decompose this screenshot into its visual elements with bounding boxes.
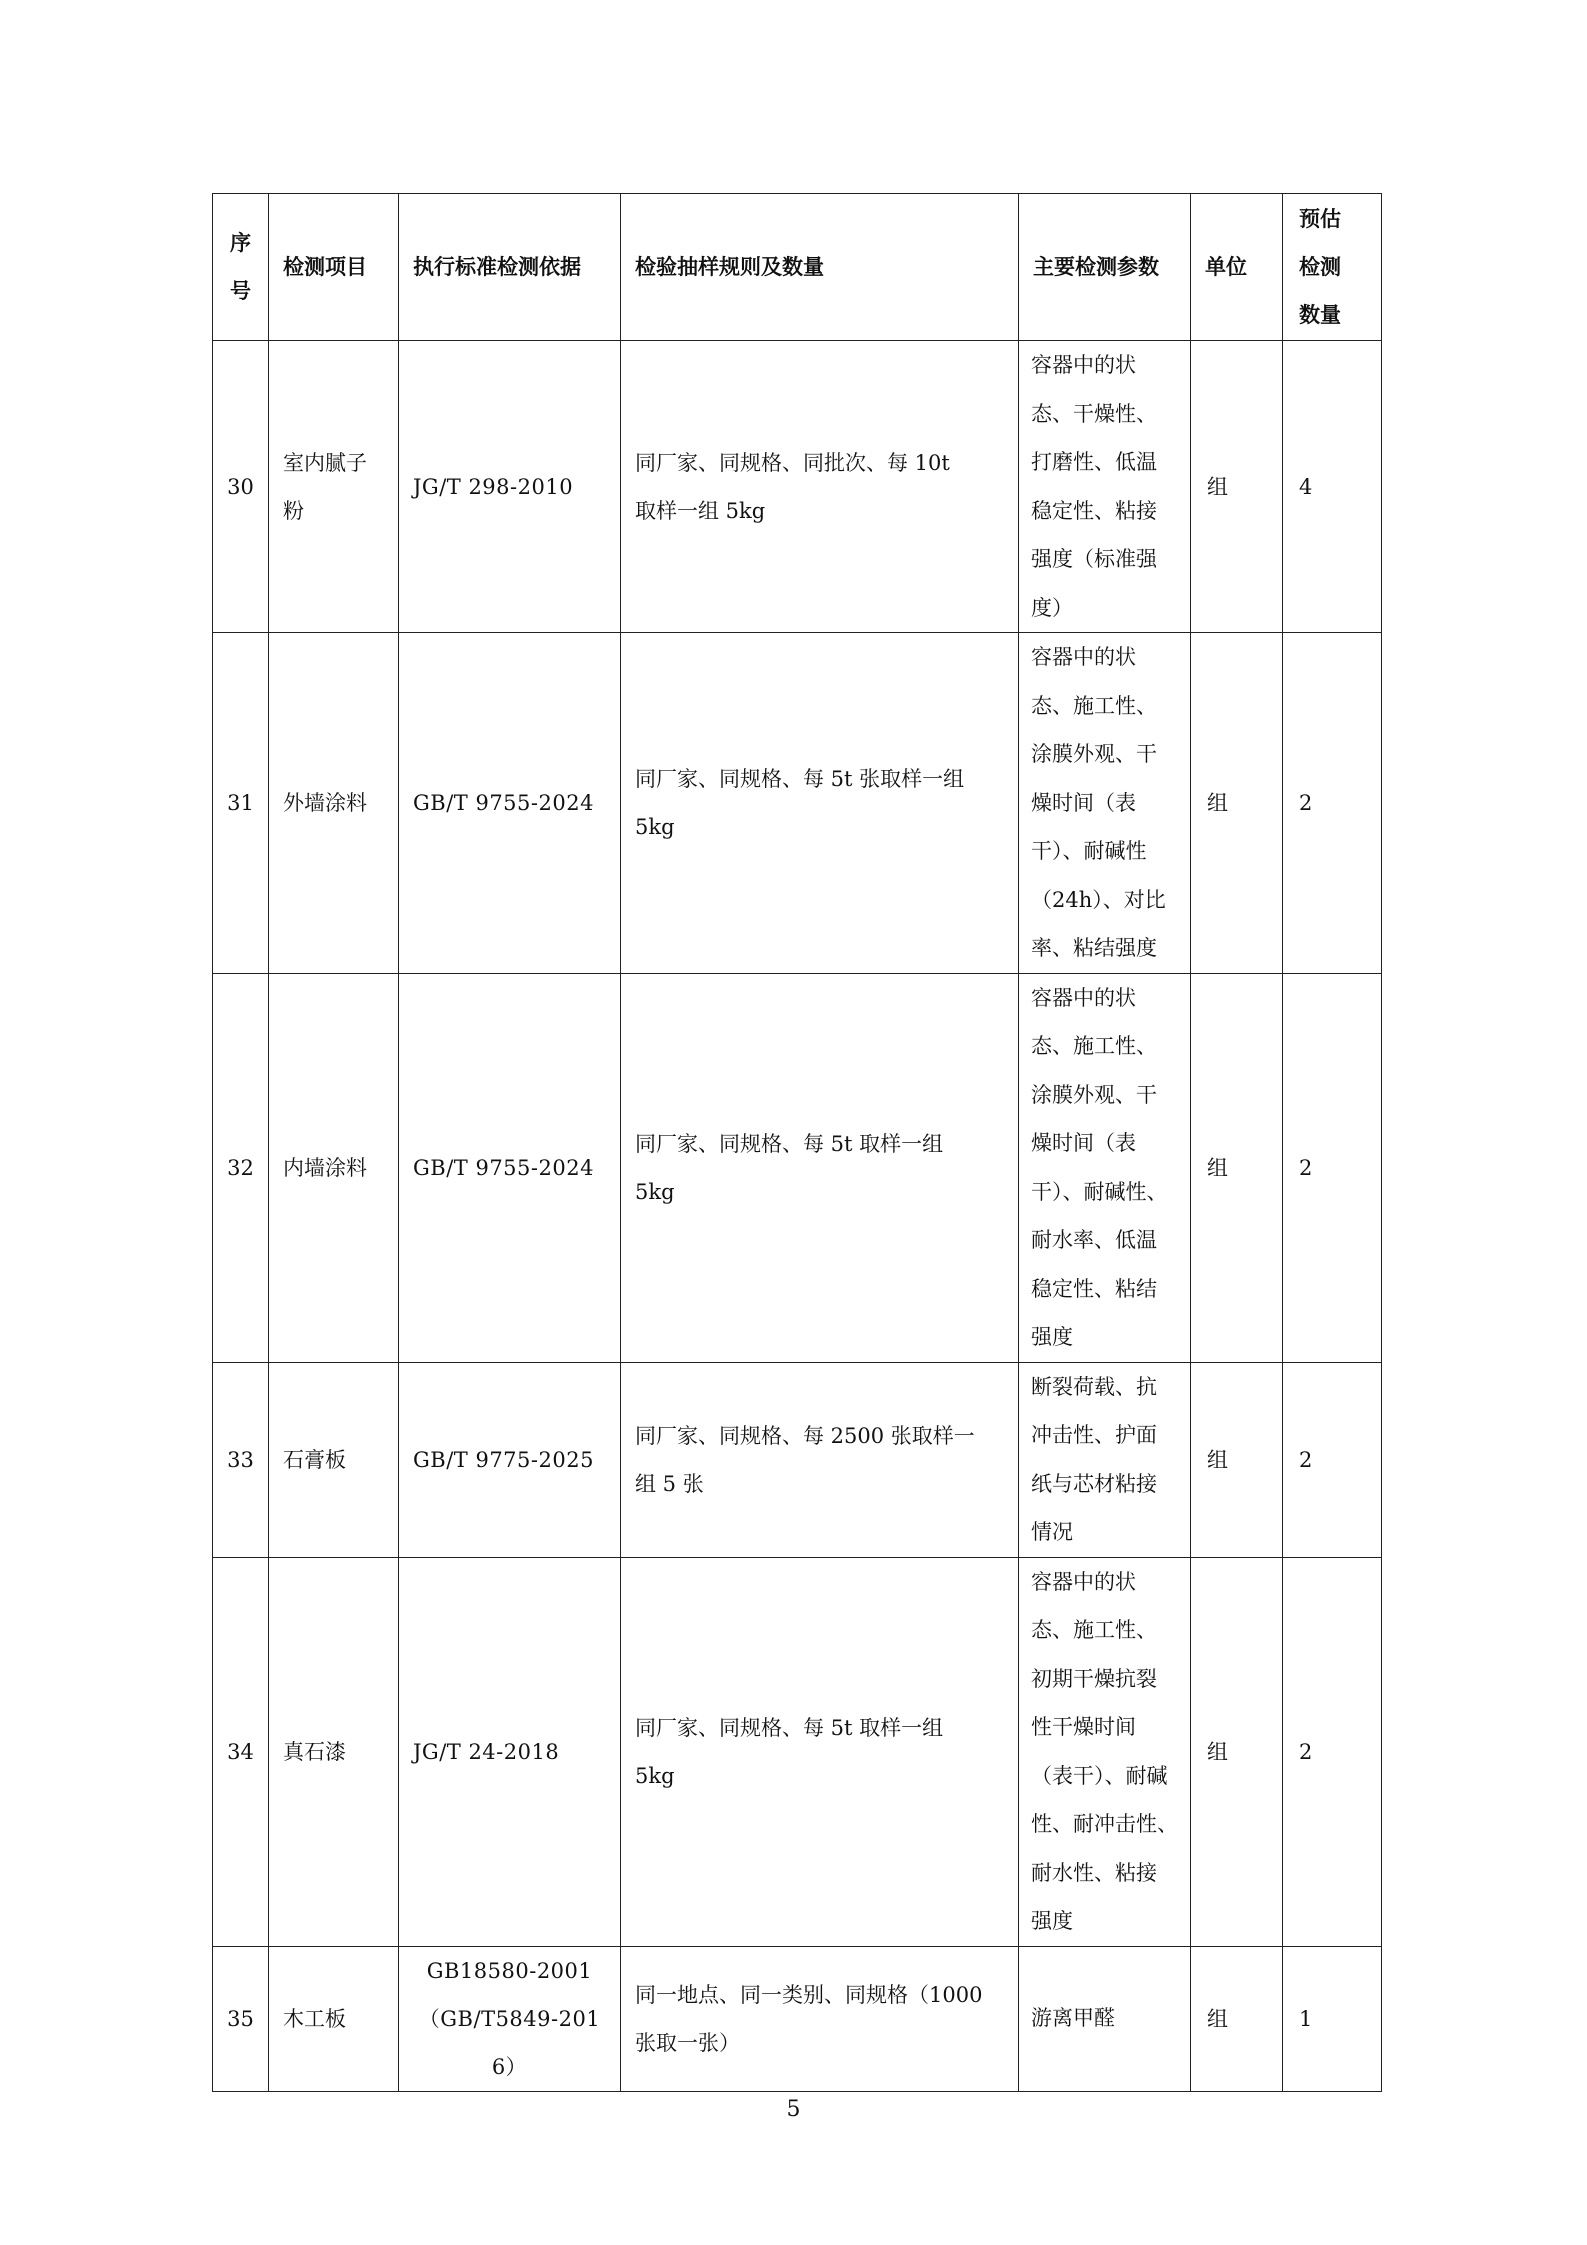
cell-item: 真石漆 [269, 1557, 399, 1946]
header-rule: 检验抽样规则及数量 [621, 194, 1019, 341]
inspection-table [212, 193, 1382, 2092]
table-row [213, 1557, 1382, 1946]
cell-params: 容器中的状 态、施工性、 涂膜外观、干 燥时间（表 干）、耐碱性 （24h）、对比 率、粘结强度 [1019, 633, 1191, 974]
header-item: 检测项目 [269, 194, 399, 341]
cell-standard: JG/T 24-2018 [399, 1557, 621, 1946]
cell-no: 30 [213, 341, 269, 633]
cell-standard: JG/T 298-2010 [399, 341, 621, 633]
cell-qty: 1 [1283, 1946, 1382, 2091]
cell-qty: 2 [1283, 1362, 1382, 1557]
cell-item: 外墙涂料 [269, 633, 399, 974]
cell-standard: GB/T 9755-2024 [399, 633, 621, 974]
cell-qty: 2 [1283, 633, 1382, 974]
cell-no: 35 [213, 1946, 269, 2091]
cell-standard: GB/T 9775-2025 [399, 1362, 621, 1557]
cell-rule: 同厂家、同规格、每 5t 张取样一组 5kg [621, 633, 1019, 974]
header-qty: 预估 检测 数量 [1283, 194, 1382, 341]
cell-no: 34 [213, 1557, 269, 1946]
header-standard: 执行标准检测依据 [399, 194, 621, 341]
cell-standard: GB18580-2001 （GB/T5849-2016） [399, 1946, 621, 2091]
cell-params: 游离甲醛 [1019, 1946, 1191, 2091]
table-row [213, 973, 1382, 1362]
cell-qty: 2 [1283, 973, 1382, 1362]
cell-rule: 同厂家、同规格、每 2500 张取样一 组 5 张 [621, 1362, 1019, 1557]
page-number: 5 [786, 2097, 801, 2122]
cell-rule: 同厂家、同规格、每 5t 取样一组 5kg [621, 1557, 1019, 1946]
cell-params: 容器中的状 态、施工性、 初期干燥抗裂 性干燥时间 （表干）、耐碱 性、耐冲击性、 耐水性、粘接 强度 [1019, 1557, 1191, 1946]
cell-item: 木工板 [269, 1946, 399, 2091]
cell-unit: 组 [1191, 1557, 1283, 1946]
cell-unit: 组 [1191, 973, 1283, 1362]
cell-no: 32 [213, 973, 269, 1362]
header-params: 主要检测参数 [1019, 194, 1191, 341]
cell-params: 容器中的状 态、干燥性、 打磨性、低温 稳定性、粘接 强度（标准强 度） [1019, 341, 1191, 633]
cell-unit: 组 [1191, 1362, 1283, 1557]
cell-params: 断裂荷载、抗 冲击性、护面 纸与芯材粘接 情况 [1019, 1362, 1191, 1557]
table-row [213, 1362, 1382, 1557]
cell-qty: 2 [1283, 1557, 1382, 1946]
header-unit: 单位 [1191, 194, 1283, 341]
cell-rule: 同一地点、同一类别、同规格（1000 张取一张） [621, 1946, 1019, 2091]
cell-standard: GB/T 9755-2024 [399, 973, 621, 1362]
table-row [213, 1946, 1382, 2091]
cell-item: 内墙涂料 [269, 973, 399, 1362]
table-header-row [213, 194, 1382, 341]
cell-qty: 4 [1283, 341, 1382, 633]
cell-rule: 同厂家、同规格、同批次、每 10t 取样一组 5kg [621, 341, 1019, 633]
table-row [213, 341, 1382, 633]
table-row [213, 633, 1382, 974]
header-no: 序 号 [213, 194, 269, 341]
cell-rule: 同厂家、同规格、每 5t 取样一组 5kg [621, 973, 1019, 1362]
cell-unit: 组 [1191, 633, 1283, 974]
cell-unit: 组 [1191, 1946, 1283, 2091]
cell-item: 石膏板 [269, 1362, 399, 1557]
cell-no: 33 [213, 1362, 269, 1557]
cell-params: 容器中的状 态、施工性、 涂膜外观、干 燥时间（表 干）、耐碱性、 耐水率、低温 稳定性、粘结 强度 [1019, 973, 1191, 1362]
cell-no: 31 [213, 633, 269, 974]
cell-unit: 组 [1191, 341, 1283, 633]
cell-item: 室内腻子 粉 [269, 341, 399, 633]
